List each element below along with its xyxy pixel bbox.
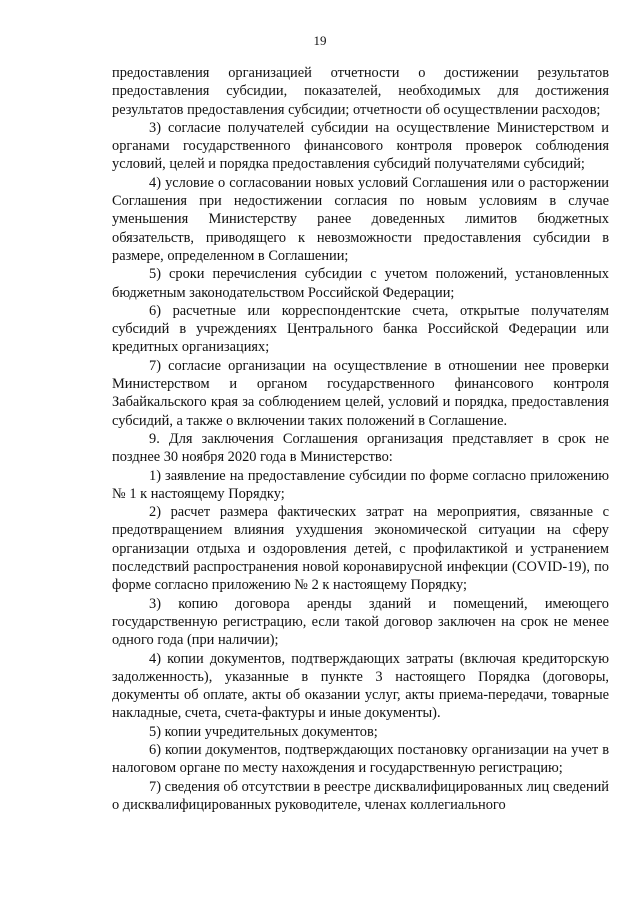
paragraph-doc-1-application: 1) заявление на предоставление субсидии по форме согласно приложению № 1 к настоящему Порядку; — [112, 467, 609, 502]
paragraph-doc-3-lease-copy: 3) копию договора аренды зданий и помещений, имеющего государственную регистрацию, если такой договор заключен на срок не менее одного года (при наличии); — [112, 595, 609, 649]
document-body — [112, 64, 609, 814]
paragraph-continuation: предоставления организацией отчетности о достижении результатов предоставления субсидии, показателей, необходимых для достижения результатов предоставления субсидии; отчетности об осуществлении расходов; — [112, 65, 609, 118]
paragraph-doc-6-tax-registration: 6) копии документов, подтверждающих постановку организации на учет в налоговом органе по месту нахождения и государственную регистрацию; — [112, 741, 609, 777]
page-number: 19 — [313, 33, 327, 48]
paragraph-item-6-bank-accounts: 6) расчетные или корреспондентские счета, открытые получателям субсидий в учреждениях Центрального банка Российской Федерации или кредитных организациях; — [112, 302, 609, 356]
paragraph-item-5-transfer-terms: 5) сроки перечисления субсидии с учетом положений, установленных бюджетным законодательством Российской Федерации; — [112, 266, 609, 301]
paragraph-doc-2-cost-calculation: 2) расчет размера фактических затрат на мероприятия, связанные с предотвращением влияния ухудшения экономической ситуации на сферу организации отдыха и оздоровления детей, с профилактикой и устранением последствий распространения новой коронавирусной инфекции (COVID-19), по форме согласно приложению № 2 к настоящему Порядку; — [112, 504, 609, 594]
paragraph-item-7-inspection-consent: 7) согласие организации на осуществление в отношении нее проверки Министерством и органом государственного финансового контроля Забайкальского края за соблюдением целей, условий и порядка, предоставления субсидий, а также о включении таких положений в Соглашение. — [112, 357, 609, 429]
paragraph-section-9-heading: 9. Для заключения Соглашения организация представляет в срок не позднее 30 ноября 2020 года в Министерство: — [112, 430, 609, 466]
paragraph-doc-5-founding-documents: 5) копии учредительных документов; — [149, 723, 378, 740]
paragraph-doc-7-disqualification-register: 7) сведения об отсутствии в реестре дисквалифицированных лиц сведений о дисквалифицированных руководителе, членах коллегиального — [112, 778, 609, 813]
paragraph-item-4-new-conditions: 4) условие о согласовании новых условий Соглашения или о расторжении Соглашения при недостижении согласия по новым условиям в случае уменьшения Министерству ранее доведенных лимитов бюджетных обязательств, приводящего к невозможности предоставления субсидии в размере, определенном в Соглашении; — [112, 174, 609, 264]
paragraph-doc-4-cost-documents: 4) копии документов, подтверждающих затраты (включая кредиторскую задолженность), указанные в пункте 3 настоящего Порядка (договоры, документы об оплате, акты об оказании услуг, акты приема-передачи, товарные накладные, счета, счета-фактуры и иные документы). — [112, 650, 609, 722]
paragraph-item-3-consent-checks: 3) согласие получателей субсидии на осуществление Министерством и органами государственного финансового контроля проверок соблюдения условий, целей и порядка предоставления субсидий получателями субсидий; — [112, 119, 609, 173]
